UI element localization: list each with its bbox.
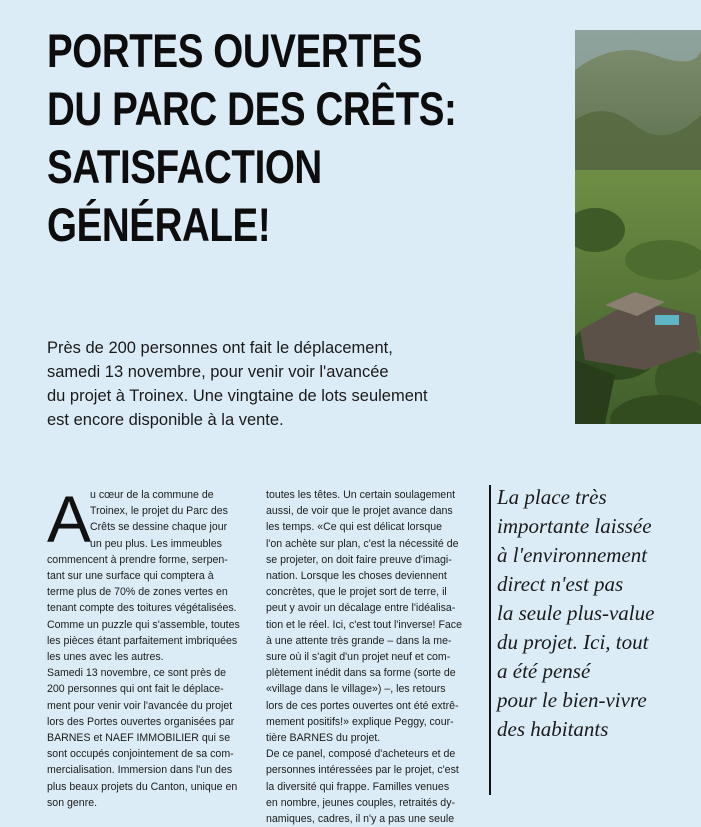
body-line: à une attente très grande – dans la me- xyxy=(266,634,452,647)
body-line: en nombre, jeunes couples, retraités dy- xyxy=(266,796,456,809)
body-line: les temps. «Ce qui est délicat lorsque xyxy=(266,521,443,534)
body-column-2 xyxy=(266,487,471,827)
body-line: l'on achète sur plan, c'est la nécessité de xyxy=(266,537,459,550)
body-line: 200 personnes qui ont fait le déplace- xyxy=(47,683,224,696)
body-line: sont occupés conjointement de sa com- xyxy=(47,748,234,761)
body-line: peut y avoir un décalage entre l'idéalisa- xyxy=(266,602,456,615)
pullquote-bar xyxy=(489,485,491,795)
pullquote-line: importante laissée xyxy=(497,514,652,538)
pullquote-line: direct n'est pas xyxy=(497,572,624,596)
body-line: BARNES et NAEF IMMOBILIER qui se xyxy=(47,732,231,745)
body-line: plètement inédit dans sa forme (sorte de xyxy=(266,667,456,680)
body-line: Troinex, le projet du Parc des xyxy=(90,505,228,518)
body-line: Samedi 13 novembre, ce sont près de xyxy=(47,667,227,680)
pull-quote xyxy=(497,483,701,744)
body-line: Crêts se dessine chaque jour xyxy=(90,521,228,534)
body-line: nation. Lorsque les choses deviennent xyxy=(266,570,447,583)
body-line: son genre. xyxy=(47,796,98,809)
body-line: se projeter, on doit faire preuve d'imagi- xyxy=(266,553,452,566)
body-line: terme plus de 70% de zones vertes en xyxy=(47,586,228,599)
body-line: tant sur une surface qui comptera à xyxy=(47,570,214,583)
article-lead xyxy=(47,336,427,432)
pullquote-line: à l'environnement xyxy=(497,543,648,567)
body-line: mercialisation. Immersion dans l'un des xyxy=(47,764,233,777)
body-line: personnes intéressées par le projet, c'est xyxy=(266,764,459,777)
body-column-1 xyxy=(47,482,252,811)
headline-line: GÉNÉRALE! xyxy=(47,198,271,251)
body-line: tière BARNES du projet. xyxy=(266,732,381,745)
body-line: commencent à prendre forme, serpen- xyxy=(47,553,228,566)
body-line: De ce panel, composé d'acheteurs et de xyxy=(266,748,456,761)
body-line: lors des Portes ouvertes organisées par xyxy=(47,715,235,728)
body-line: ment pour venir voir l'avancée du projet xyxy=(47,699,233,712)
body-line: un peu plus. Les immeubles xyxy=(90,537,222,550)
body-line: lors de ces portes ouvertes ont été extrê- xyxy=(266,699,459,712)
article-headline xyxy=(47,22,473,254)
pullquote-line: du projet. Ici, tout xyxy=(497,630,649,654)
lead-line: Près de 200 personnes ont fait le déplacement, xyxy=(47,339,393,357)
aerial-photo xyxy=(575,30,701,424)
body-line: Comme un puzzle qui s'assemble, toutes xyxy=(47,618,240,631)
body-line: namiques, cadres, il n'y a pas une seule xyxy=(266,813,455,826)
headline-line: PORTES OUVERTES xyxy=(47,24,423,77)
pullquote-line: des habitants xyxy=(497,717,609,741)
drop-cap: A xyxy=(47,482,92,556)
lead-line: samedi 13 novembre, pour venir voir l'avancée xyxy=(47,363,389,381)
body-line: plus beaux projets du Canton, unique en xyxy=(47,780,238,793)
body-line: les unes avec les autres. xyxy=(47,651,164,664)
body-line: toutes les têtes. Un certain soulagement xyxy=(266,489,456,501)
body-line: la diversité qui frappe. Familles venues xyxy=(266,780,450,793)
pullquote-line: la seule plus-value xyxy=(497,601,655,625)
body-line: aussi, de voir que le projet avance dans xyxy=(266,505,453,518)
headline-line: DU PARC DES CRÊTS: xyxy=(47,82,457,135)
body-line: les pièces étant parfaitement imbriquées xyxy=(47,634,238,647)
body-line: tenant compte des toitures végétalisées. xyxy=(47,602,237,615)
body-line: «village dans le village») –, les retours xyxy=(266,683,446,696)
body-line: u cœur de la commune de xyxy=(90,489,214,501)
pullquote-line: pour le bien-vivre xyxy=(497,688,647,712)
pullquote-line: La place très xyxy=(497,485,607,509)
lead-line: du projet à Troinex. Une vingtaine de lots seulement xyxy=(47,387,428,405)
pullquote-line: a été pensé xyxy=(497,659,591,683)
body-line: sure où il s'agit d'un projet neuf et com- xyxy=(266,651,451,664)
body-line: concrètes, que le projet sort de terre, il xyxy=(266,586,447,599)
lead-line: est encore disponible à la vente. xyxy=(47,411,284,429)
headline-line: SATISFACTION xyxy=(47,140,322,193)
body-line: mement positifs!» explique Peggy, cour- xyxy=(266,715,454,728)
body-line: tion et le réel. Ici, c'est tout l'inverse! Face xyxy=(266,618,462,631)
